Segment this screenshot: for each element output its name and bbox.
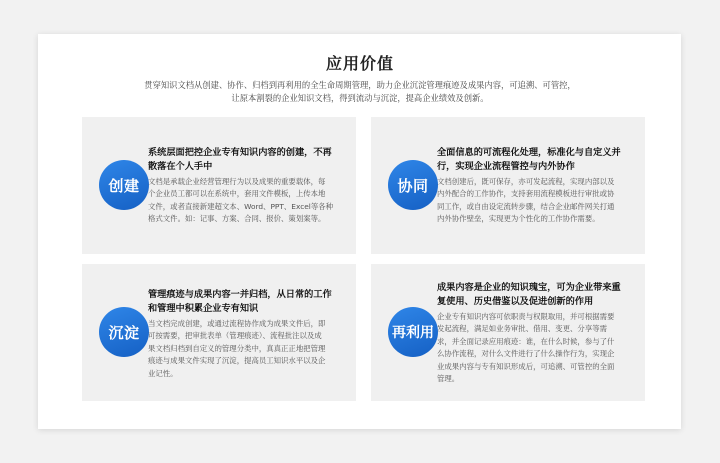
card-body-line: 同工作，或自由设定流转步骤，结合企业邮件网关打通 [437,201,615,211]
card-title [437,146,633,174]
card-title-line: 复使用、历史借鉴以及促进创新的作用 [437,296,594,307]
card-title [437,281,633,309]
card-body-line: 文件，或者直接新建超文本、Word、PPT、Excel等各种 [148,201,334,211]
card-body-line: 文档创建后，既可保存，亦可发起流程，实现内部以及 [437,177,615,186]
page-title: 应用价值 [325,54,394,73]
card-body-line: 么协作流程，对什么文件进行了什么操作行为，实现企 [437,349,615,359]
card-title-line: 和管理中积累企业专有知识 [148,303,259,314]
card-archive [82,264,356,401]
card-body [437,176,637,226]
card-title-line: 行，实现企业流程管控与内外协作 [437,161,575,172]
card-title-line: 成果内容是企业的知识瑰宝，可为企业带来重 [437,282,621,293]
card-title [148,146,344,174]
card-create [82,117,356,254]
badge-reuse: 再利用 [388,307,438,357]
card-body-line: 业记性。 [148,368,178,378]
card-body-line: 可按需要，把审批表单（管理痕迹）、流程批注以及成 [148,331,322,341]
card-body-line: 当文档完成创建，或通过流程协作成为成果文件后，即 [148,319,326,328]
card-title-line: 管理痕迹与成果内容一并归档，从日常的工作 [148,289,332,300]
card-body [437,311,637,385]
card-body-line: 内外协作壁垒，实现更为个性化的工作协作需要。 [437,214,600,224]
card-body-line: 果文档归档到自定义的管理分类中，真真正正地把管理 [148,343,326,353]
card-body-line: 发起流程，满足如业务审批、借用、变更、分享等需 [437,324,607,334]
card-body-line: 业成果内容与专有知识形成后，可追溯、可管控的全面 [437,361,615,371]
card-body-line: 内外配合的工作协作，支持套用流程模板进行审批或协 [437,189,615,199]
card-body-line: 管理。 [437,374,460,384]
card-title-line: 散落在个人手中 [148,161,213,172]
card-body-line: 格式文件。如：记事、方案、合同、报价、策划案等。 [148,214,326,224]
card-title-line: 系统层面把控企业专有知识内容的创建，不再 [148,147,332,158]
card-title [148,288,344,316]
card-body [148,318,348,380]
card-body-line: 个企业员工都可以在系统中，套用文件模板，上传本地 [148,189,326,199]
card-collaborate [371,117,645,254]
card-reuse [371,264,645,401]
card-title-line: 全面信息的可流程化处理，标准化与自定义并 [437,147,621,158]
card-body-line: 企业专有知识内容可依职责与权限取用，并可根据需要 [437,312,615,321]
badge-archive: 沉淀 [99,307,149,357]
intro-line: 贯穿知识文档从创建、协作、归档到再利用的全生命周期管理，助力企业沉淀管理痕迹及成果内容，可追溯、可管控， [144,80,576,90]
badge-collaborate: 协同 [388,160,438,210]
card-body [148,176,348,226]
card-body-line: 求，并全面记录应用痕迹：谁，在什么时候，参与了什 [437,336,615,346]
intro-text [130,79,590,105]
card-body-line: 痕迹与成果文件实现了沉淀，提高员工知识水平以及企 [148,356,326,366]
badge-create: 创建 [99,160,149,210]
card-body-line: 文档是承载企业经营管理行为以及成果的重要载体，每 [148,177,326,186]
intro-line: 让原本割裂的企业知识文档，得到流动与沉淀，提高企业绩效及创新。 [231,93,489,103]
